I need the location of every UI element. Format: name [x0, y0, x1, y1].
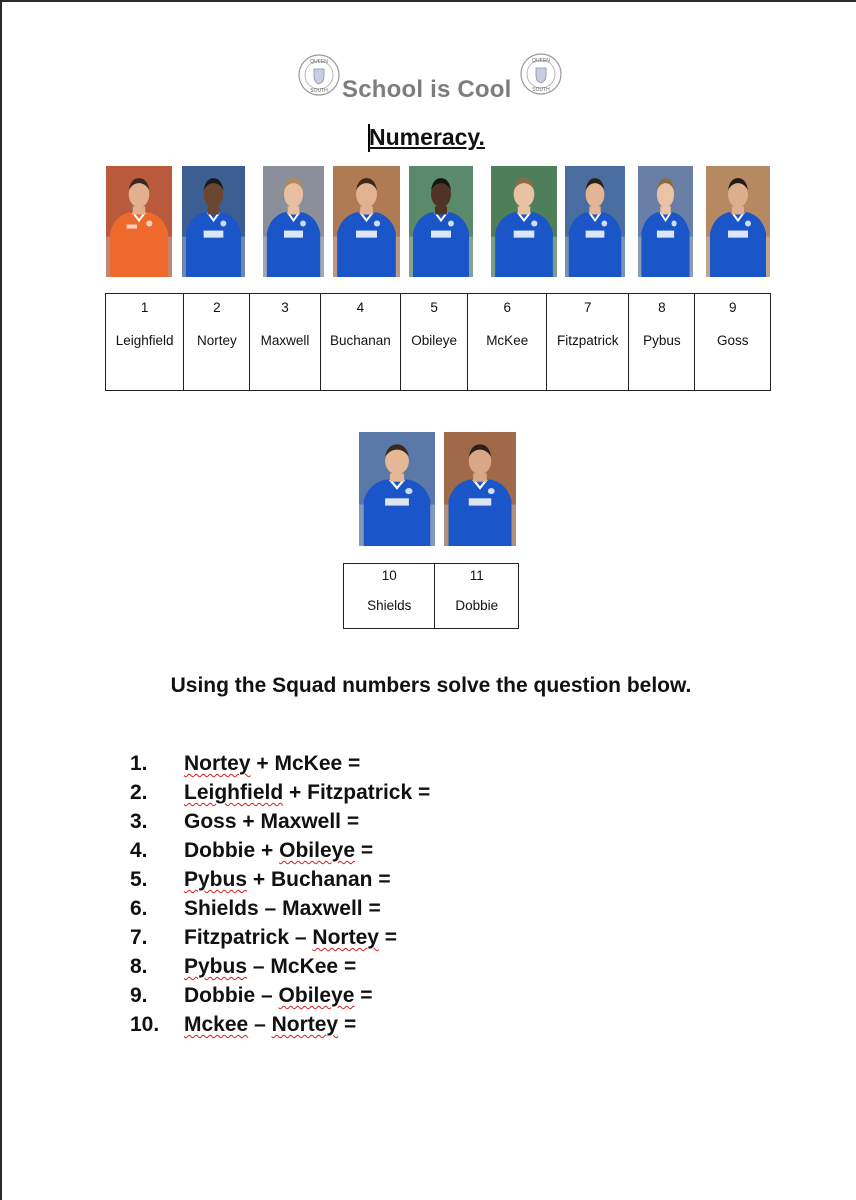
- question-text: Leighfield + Fitzpatrick =: [184, 781, 431, 804]
- question-number: 10.: [130, 1013, 160, 1036]
- squad-cell: [106, 294, 184, 391]
- player-name: Shields: [367, 598, 412, 613]
- club-crest-icon: [298, 54, 340, 96]
- club-crest-icon: [520, 53, 562, 95]
- question-number: 2.: [130, 781, 148, 804]
- squad-cell: [250, 294, 320, 391]
- question-number: 8.: [130, 955, 148, 978]
- spellcheck-flag: Pybus: [184, 955, 248, 978]
- player-portrait: [182, 166, 245, 277]
- page-border-left: [0, 0, 2, 1200]
- question-item: [130, 984, 430, 1013]
- document-header: [296, 50, 568, 106]
- player-photo: [333, 166, 400, 277]
- squad-cell: [547, 294, 629, 391]
- spellcheck-flag: Obileye: [278, 984, 355, 1007]
- squad-cell: [320, 294, 400, 391]
- spellcheck-flag: Nortey: [184, 752, 251, 775]
- question-text: Mckee – Nortey =: [184, 1013, 357, 1036]
- player-portrait: [263, 166, 324, 277]
- squad-number: 11: [469, 568, 484, 583]
- player-portrait: [409, 166, 473, 277]
- question-number: 7.: [130, 926, 148, 949]
- squad-cell: [344, 564, 435, 629]
- player-name: Dobbie: [455, 598, 499, 613]
- question-item: [130, 839, 430, 868]
- player-name: Leighfield: [115, 333, 174, 348]
- squad-cell: [184, 294, 250, 391]
- spellcheck-flag: Nortey: [312, 926, 379, 949]
- squad-table: [343, 563, 519, 629]
- player-portrait: [359, 432, 435, 546]
- player-photo: [106, 166, 172, 277]
- header-title: School is Cool: [342, 76, 512, 103]
- question-text: Nortey + McKee =: [184, 752, 361, 775]
- spellcheck-flag: Pybus: [184, 868, 248, 891]
- squad-cell: [435, 564, 519, 629]
- question-text: Fitzpatrick – Nortey =: [184, 926, 398, 949]
- squad-number: 5: [430, 300, 438, 315]
- player-portrait: [106, 166, 172, 277]
- svg-text:QUEEN: QUEEN: [532, 58, 550, 64]
- spellcheck-flag: Leighfield: [184, 781, 284, 804]
- spellcheck-flag: Nortey: [271, 1013, 339, 1036]
- player-photo: [409, 166, 473, 277]
- player-photo: [359, 432, 435, 546]
- svg-text:SOUTH: SOUTH: [310, 88, 328, 94]
- player-name: Buchanan: [329, 333, 391, 348]
- player-portrait: [491, 166, 557, 277]
- player-name: Goss: [716, 333, 749, 348]
- player-portrait: [706, 166, 770, 277]
- squad-number: 10: [381, 568, 397, 583]
- player-name: Pybus: [643, 333, 681, 348]
- player-name: McKee: [486, 333, 529, 348]
- player-portrait: [444, 432, 516, 546]
- player-photo: [444, 432, 516, 546]
- question-text: Pybus – McKee =: [184, 955, 357, 978]
- squad-number: 7: [583, 300, 592, 315]
- question-text: Goss + Maxwell =: [184, 810, 360, 833]
- page-border-top: [0, 0, 856, 2]
- question-number: 4.: [130, 839, 148, 862]
- player-photo: [638, 166, 693, 277]
- question-item: [130, 810, 430, 839]
- question-number: 9.: [130, 984, 148, 1007]
- player-portrait: [333, 166, 400, 277]
- squad-cell: [695, 294, 771, 391]
- question-number: 3.: [130, 810, 148, 833]
- question-item: [130, 897, 430, 926]
- player-photo: [491, 166, 557, 277]
- question-item: [130, 926, 430, 955]
- question-text: Dobbie – Obileye =: [184, 984, 373, 1007]
- page-heading: Numeracy.: [369, 124, 485, 150]
- svg-text:QUEEN: QUEEN: [310, 59, 328, 65]
- question-text: Shields – Maxwell =: [184, 897, 381, 920]
- player-portrait: [565, 166, 625, 277]
- spellcheck-flag: Mckee: [184, 1013, 249, 1036]
- squad-number: 4: [356, 300, 365, 315]
- question-item: [130, 752, 430, 781]
- squad-number: 3: [281, 300, 289, 315]
- question-item: [130, 868, 430, 897]
- squad-number: 2: [213, 300, 221, 315]
- player-photo: [706, 166, 770, 277]
- question-item: [130, 781, 430, 810]
- player-name: Maxwell: [260, 333, 310, 348]
- question-item: [130, 955, 430, 984]
- squad-number: 6: [503, 300, 511, 315]
- question-number: 1.: [130, 752, 148, 775]
- player-name: Nortey: [196, 333, 237, 348]
- question-text: Dobbie + Obileye =: [184, 839, 374, 862]
- squad-cell: [629, 294, 695, 391]
- question-item: [130, 1013, 430, 1042]
- player-name: Obileye: [411, 333, 458, 348]
- squad-number: 9: [728, 300, 737, 315]
- player-photo: [565, 166, 625, 277]
- question-number: 5.: [130, 868, 148, 891]
- instruction-text: Using the Squad numbers solve the question below.: [170, 674, 692, 697]
- question-number: 6.: [130, 897, 148, 920]
- squad-table: [105, 293, 771, 391]
- question-text: Pybus + Buchanan =: [184, 868, 391, 891]
- squad-number: 8: [658, 300, 666, 315]
- spellcheck-flag: Obileye: [279, 839, 355, 862]
- player-photo: [182, 166, 245, 277]
- squad-cell: [468, 294, 547, 391]
- player-name: Fitzpatrick: [556, 333, 619, 348]
- squad-number: 1: [140, 300, 149, 315]
- player-portrait: [638, 166, 693, 277]
- svg-text:SOUTH: SOUTH: [532, 87, 550, 93]
- question-list: [130, 752, 430, 1042]
- player-photo: [263, 166, 324, 277]
- squad-cell: [401, 294, 468, 391]
